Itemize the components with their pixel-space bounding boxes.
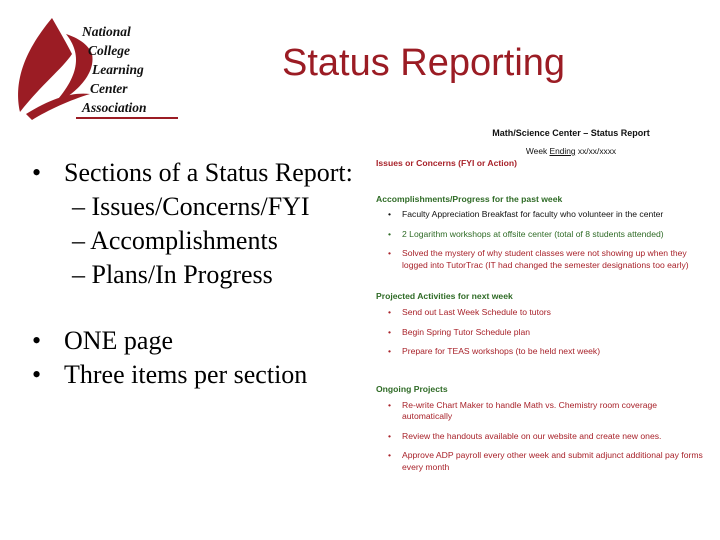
projected-list — [376, 307, 706, 358]
logo-line: Learning — [92, 62, 144, 77]
bullet-dot-icon: • — [388, 430, 392, 441]
logo-line: College — [88, 43, 130, 58]
list-item-text: Begin Spring Tutor Schedule plan — [402, 326, 531, 337]
list-item-text: Re-write Chart Maker to handle Math vs. Chemistry room coverage automatically — [402, 399, 658, 421]
list-item — [376, 400, 706, 423]
logo-line: Center — [90, 81, 128, 96]
section-heading-accomplishments: Accomplishments/Progress for the past week — [376, 194, 563, 204]
bullet-dot-icon: • — [388, 248, 392, 258]
bullet-list — [32, 156, 353, 292]
report-week-ending: Ending — [549, 146, 576, 156]
sub-bullet: – Accomplishments — [72, 226, 278, 255]
list-item — [376, 229, 706, 241]
report-week-prefix: Week — [525, 146, 550, 156]
list-item — [376, 431, 706, 443]
list-item — [376, 450, 706, 473]
status-report-sample — [376, 128, 706, 473]
list-item — [376, 346, 706, 358]
bullet-dot-icon: • — [388, 346, 392, 356]
logo-line: National — [82, 24, 131, 39]
logo-wordmark — [82, 22, 147, 117]
section-heading-projected: Projected Activities for next week — [376, 291, 513, 301]
slide-title: Status Reporting — [282, 42, 566, 84]
bullet-dot-icon: • — [388, 399, 392, 410]
bullet-dot-icon: • — [32, 360, 42, 389]
ncla-logo — [12, 14, 180, 122]
accomplishments-list — [376, 209, 706, 271]
bullet-item — [32, 358, 307, 392]
bullet-dot-icon: • — [388, 228, 392, 239]
bullet-dot-icon: • — [388, 326, 392, 337]
list-item — [376, 209, 706, 221]
report-week-date: xx/xx/xxxx — [575, 146, 617, 156]
bullet-text: ONE page — [64, 326, 174, 355]
bullet-dot-icon: • — [388, 209, 392, 219]
bullet-item — [32, 156, 353, 190]
bullet-dot-icon: • — [388, 307, 392, 317]
bullet-text: Three items per section — [64, 360, 308, 389]
logo-line: Association — [82, 100, 147, 115]
list-item-text: Approve ADP payroll every other week and submit adjunct additional pay forms every month — [402, 450, 703, 472]
ongoing-list — [376, 400, 706, 474]
list-item-text: Faculty Appreciation Breakfast for faculty who volunteer in the center — [402, 209, 664, 219]
sub-bullet: – Plans/In Progress — [72, 260, 273, 289]
list-item-text: Solved the mystery of why student classes were not showing up when they logged into TutorTrac (IT had changed the semester designations too early) — [402, 248, 689, 270]
list-item — [376, 307, 706, 319]
list-item — [376, 248, 706, 271]
bullet-list-secondary — [32, 324, 307, 392]
bullet-dot-icon: • — [32, 158, 42, 187]
report-week — [436, 146, 706, 156]
section-heading-issues: Issues or Concerns (FYI or Action) — [376, 158, 518, 168]
bullet-item — [32, 324, 307, 358]
bullet-text: Sections of a Status Report: — [64, 158, 353, 187]
list-item-text: 2 Logarithm workshops at offsite center (total of 8 students attended) — [402, 228, 664, 239]
bullet-dot-icon: • — [388, 450, 392, 460]
section-heading-ongoing: Ongoing Projects — [376, 383, 448, 394]
bullet-dot-icon: • — [32, 326, 42, 355]
report-title: Math/Science Center – Status Report — [492, 128, 650, 138]
list-item-text: Review the handouts available on our website and create new ones. — [402, 430, 662, 441]
list-item-text: Prepare for TEAS workshops (to be held next week) — [402, 346, 601, 356]
sub-bullet: – Issues/Concerns/FYI — [72, 192, 310, 221]
list-item — [376, 327, 706, 339]
list-item-text: Send out Last Week Schedule to tutors — [402, 307, 551, 317]
